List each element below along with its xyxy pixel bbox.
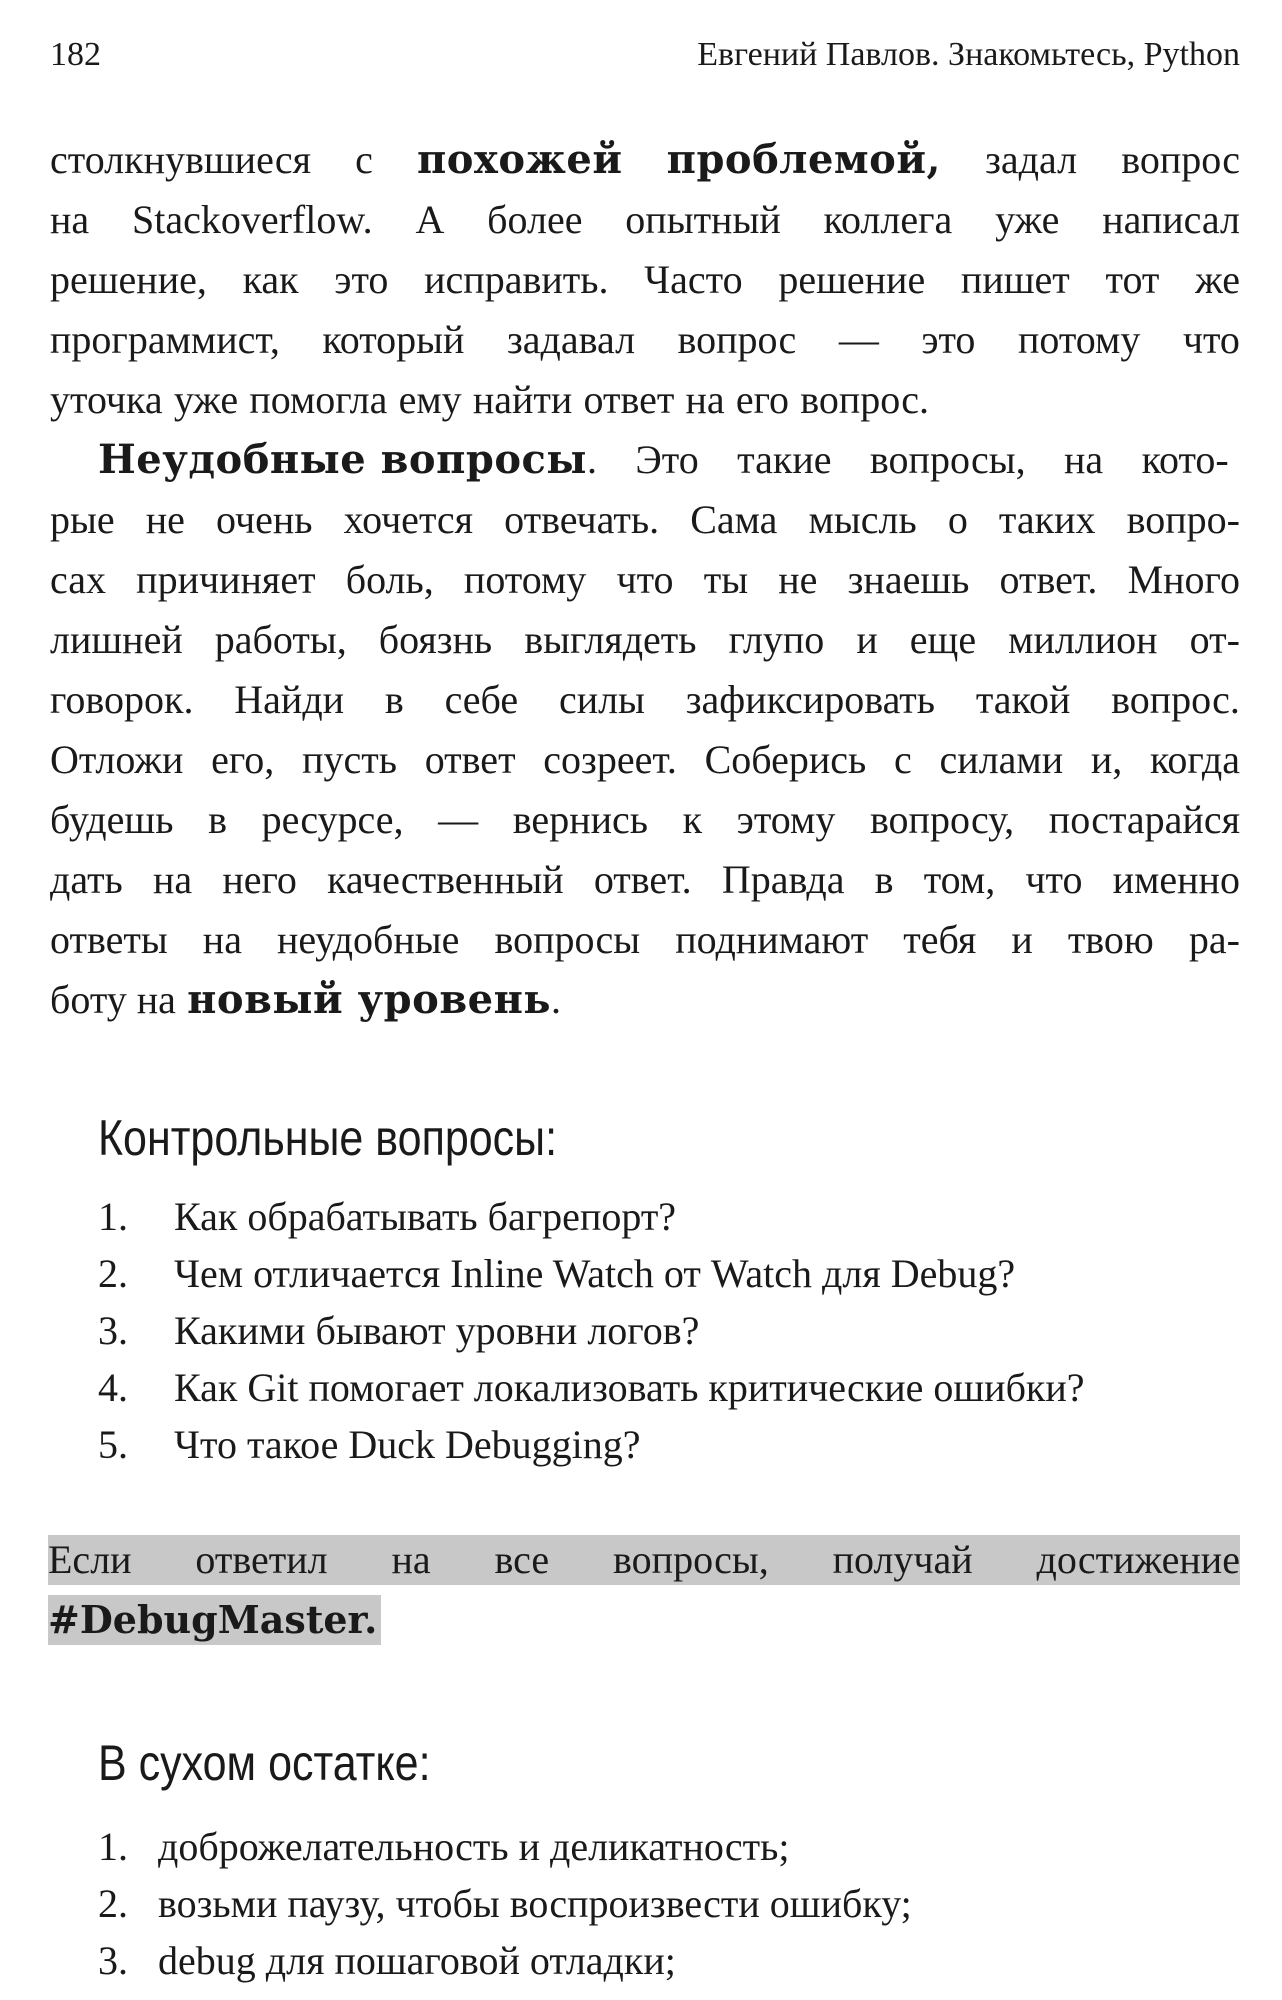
item-text: Что такое Duck Debugging? [174,1422,641,1467]
word: не [778,557,818,602]
item-text: возьми паузу, чтобы воспроизвести ошибку; [158,1881,912,1926]
word: коллега [823,197,953,242]
word: потому [463,557,587,602]
word: что [616,557,674,602]
word: зафиксировать [685,677,936,722]
text-line [50,490,1240,550]
word: — [838,317,879,362]
word: ответ [583,377,675,422]
word: него [222,857,297,902]
text-line [50,910,1240,970]
word: качественный [327,857,564,902]
section-heading-summary: В сухом остатке: [98,1735,431,1791]
word: Соберись [704,737,867,782]
bold-word: проблемой, [666,136,941,183]
item-number: 3. [98,1308,128,1353]
item-number: 2. [98,1881,128,1926]
word: что [1182,317,1240,362]
word: найти [472,377,573,422]
word: же [1195,257,1240,302]
word: сах [50,557,106,602]
word: вопрос [1121,137,1240,182]
word: говорок. [50,677,194,722]
bold-word: похожей [417,136,623,183]
word: в [208,797,227,842]
word: силы [558,677,645,722]
word: решение, [50,257,207,302]
word: ответы [50,917,168,962]
word: работы, [214,617,347,662]
item-number: 5. [98,1422,128,1467]
word: . [586,437,597,482]
word: его, [211,737,275,782]
text-line [50,790,1240,850]
text-line [50,970,1240,1030]
word: опытный [625,197,781,242]
word: помогла [249,377,388,422]
list-item [98,1875,1240,1932]
word: программист, [50,317,280,362]
list-item [98,1188,1240,1245]
word: Если [48,1537,132,1582]
word: это [334,257,389,302]
word: вопрос. [800,377,930,422]
word: решение [778,257,926,302]
word: Stackoverflow. [131,197,373,242]
item-text: debug для пошаговой отладки; [158,1938,676,1983]
list-item [98,1818,1240,1875]
word: таких [998,497,1096,542]
line-text [587,430,1229,490]
item-text: Как обрабатывать багрепорт? [174,1194,677,1239]
word: именно [1112,857,1240,902]
word: как [242,257,299,302]
text-line [50,730,1240,790]
text-line [98,430,1240,490]
word: ответил [195,1537,328,1582]
word: ответ [424,737,516,782]
word: Сама [690,497,778,542]
word: Много [1127,557,1240,602]
running-title: Евгений Павлов. Знакомьтесь, Python [697,36,1240,73]
item-number: 1. [98,1194,128,1239]
text-line [50,850,1240,910]
word: на [50,197,90,242]
word: который [322,317,465,362]
word: лишней [50,617,183,662]
word: с [355,137,373,182]
word: такие [737,437,832,482]
page-number: 182 [50,36,101,73]
word: ра- [1188,917,1240,962]
item-number: 1. [98,1824,128,1869]
word: получай [832,1537,973,1582]
word: ответ. [999,557,1098,602]
word: хочется [343,497,474,542]
word: в [384,677,404,722]
word: достижение [1036,1537,1240,1582]
text-line [50,250,1240,310]
list-item [98,1302,1240,1359]
word: — [438,797,479,842]
word: поднимают [675,917,869,962]
word: дать [50,857,123,902]
running-head [50,30,1240,80]
word: ресурсе, [261,797,404,842]
text-line [50,130,1240,190]
word: знаешь [847,557,970,602]
word: когда [1150,737,1240,782]
word: Это [635,437,699,482]
word: боль, [345,557,434,602]
word: вопросы, [869,437,1026,482]
word: пишет [960,257,1070,302]
word: том, [923,857,996,902]
item-text: Как Git помогает локализовать критические ошибки? [174,1365,1085,1410]
word: что [1025,857,1083,902]
list-item [98,1245,1240,1302]
word: от- [1189,617,1240,662]
word: созреет. [543,737,677,782]
text-line [50,370,1240,430]
summary-list [98,1818,1240,1989]
word: выглядеть [524,617,697,662]
text-line [50,610,1240,670]
word: неудобные [277,917,460,962]
line-text: боту на [50,977,176,1022]
word: потому [1017,317,1141,362]
word: исправить. [424,257,609,302]
word: отвечать. [504,497,660,542]
word: силами [939,737,1064,782]
word: такой [975,677,1071,722]
bold-phrase: новый уровень [187,976,551,1023]
word: на [391,1537,431,1582]
word: А [415,197,445,242]
bold-lead: Неудобные вопросы [98,436,587,483]
text-line [50,310,1240,370]
achievement-text [48,1535,1240,1585]
word: тот [1105,257,1160,302]
item-number: 2. [98,1251,128,1296]
word: на [1064,437,1104,482]
word: написал [1102,197,1240,242]
word: задал [985,137,1078,182]
section-heading-review: Контрольные вопросы: [98,1110,558,1166]
word: в [874,857,894,902]
word: себе [444,677,519,722]
list-item [98,1359,1240,1416]
word: вопросы, [613,1537,769,1582]
word: миллион [1008,617,1158,662]
word: уточка [50,377,163,422]
word: о [947,497,968,542]
text-line [50,190,1240,250]
word: с [894,737,912,782]
word: глупо [728,617,825,662]
word: столкнувшиеся [50,137,311,182]
list-item [98,1932,1240,1989]
review-question-list [98,1188,1240,1473]
word: более [487,197,583,242]
word: боязнь [378,617,493,662]
word: твою [1067,917,1154,962]
word: Правда [721,857,845,902]
word: и, [1090,737,1123,782]
word: это [921,317,976,362]
line-text: . [551,977,561,1022]
word: вопрос. [1111,677,1240,722]
item-number: 3. [98,1938,128,1983]
word: причиняет [136,557,316,602]
word: задавал [506,317,636,362]
word: Найди [234,677,345,722]
word: уже [173,377,239,422]
word: на [685,377,725,422]
achievement-tag: #DebugMaster. [48,1595,381,1645]
text-line [50,670,1240,730]
item-text: Какими бывают уровни логов? [174,1308,700,1353]
word: вопро- [1126,497,1240,542]
word: ты [703,557,749,602]
word: вопросу, [869,797,1015,842]
word: тебя [903,917,977,962]
list-item [98,1416,1240,1473]
word: ответ. [593,857,692,902]
word: уже [995,197,1060,242]
word: будешь [50,797,174,842]
word: его [735,377,790,422]
word: на [152,857,193,902]
word: рые [50,497,115,542]
word: на [202,917,242,962]
item-number: 4. [98,1365,128,1410]
word: вопрос [677,317,797,362]
item-text: Чем отличается Inline Watch от Watch для Debug? [174,1251,1016,1296]
word: ему [398,377,462,422]
word: Часто [644,257,743,302]
word: и [1011,917,1033,962]
word: пусть [302,737,397,782]
word: мысль [808,497,917,542]
word: вернись [512,797,648,842]
word: Отложи [50,737,184,782]
word: еще [909,617,977,662]
word: кото- [1141,437,1229,482]
word: и [856,617,878,662]
word: все [494,1537,550,1582]
word: постарайся [1048,797,1240,842]
word: вопросы [494,917,641,962]
word: этому [736,797,836,842]
item-text: доброжелательность и деликатность; [158,1824,790,1869]
word: очень [216,497,313,542]
word: к [682,797,703,842]
word: не [145,497,185,542]
text-line [50,550,1240,610]
